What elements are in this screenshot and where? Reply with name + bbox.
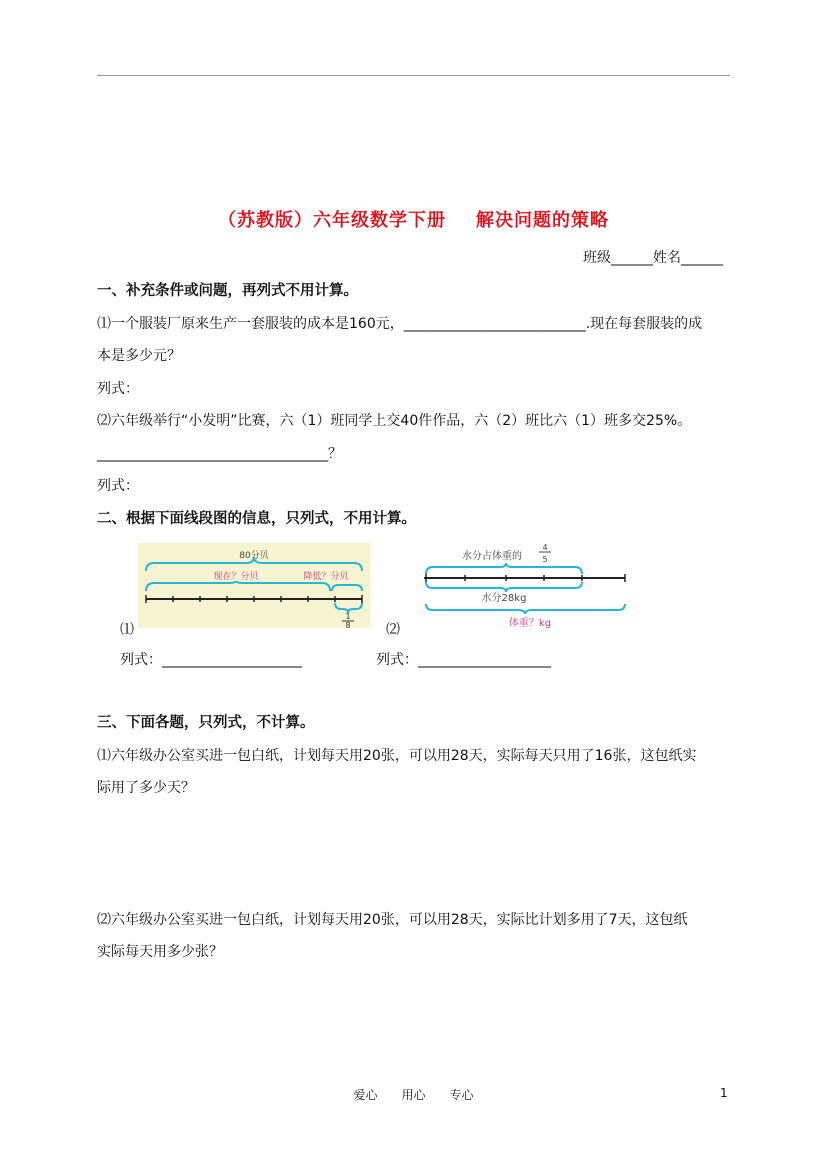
fig1-now-label: 现在？分贝 [213, 572, 259, 582]
fig1-now-brace [146, 581, 330, 591]
page-title [0, 206, 827, 232]
fig2-formula: 列式：___________________ [376, 652, 551, 668]
fig2-weight-label: 体重？kg [508, 618, 552, 629]
title-part1: （苏教版）六年级数学下册 [218, 210, 446, 231]
fig2-water-label: 水分28kg [481, 593, 527, 604]
s1-q1-line1: ⑴一个服装厂原来生产一套服装的成本是160元，__________________________.现在每套服装的成 [97, 316, 703, 332]
s3-q1-line1: ⑴六年级办公室买进一包白纸，计划每天用20张，可以用28天，实际每天只用了16张，这包纸实 [97, 748, 697, 764]
fig2-water-brace-bottom [426, 582, 582, 592]
fig2-frac-den: 5 [542, 555, 548, 564]
fig2-water-ratio: 水分占体重的 [462, 551, 522, 562]
fig2-water-brace-top [426, 563, 582, 574]
fig2-number: ⑵ [386, 622, 400, 638]
section3-heading: 三、下面各题，只列式，不计算。 [97, 715, 315, 731]
footer-motto: 爱心 用心 专心 [353, 1088, 474, 1102]
fig1-formula: 列式：____________________ [120, 652, 302, 668]
s3-q2-line2: 实际每天用多少张？ [97, 944, 223, 960]
s1-q2-formula: 列式： [97, 478, 139, 494]
line-diagram-1 [138, 543, 371, 628]
line-diagram-2 [420, 540, 630, 632]
section2-heading: 二、根据下面线段图的信息，只列式，不用计算。 [97, 511, 416, 527]
s1-q2-line2: _________________________________？ [97, 446, 342, 462]
fig2-frac-num: 4 [542, 543, 548, 552]
s1-q1-formula: 列式： [97, 381, 139, 397]
fig1-number: ⑴ [120, 622, 134, 638]
s1-q1-line2: 本是多少元？ [97, 348, 181, 364]
s1-q2-line1: ⑵六年级举行“小发明”比赛，六（1）班同学上交40件作品，六（2）班比六（1）班多交25%。 [97, 413, 692, 429]
title-part2: 解决问题的策略 [476, 210, 609, 231]
fig1-frac-num: 1 [345, 612, 351, 621]
section1-heading: 一、补充条件或问题，再列式不用计算。 [97, 283, 358, 299]
fig1-total-brace [146, 557, 362, 571]
s3-q1-line2: 际用了多少天？ [97, 780, 195, 796]
fig1-reduce-label: 降低？分贝 [303, 572, 349, 582]
s3-q2-line1: ⑵六年级办公室买进一包白纸，计划每天用20张，可以用28天，实际比计划多用了7天，这包纸 [97, 912, 688, 928]
fig2-weight-brace [426, 604, 625, 614]
fig1-frac-den: 8 [345, 621, 351, 628]
class-name-line: 班级______姓名______ [583, 250, 723, 266]
header-rule [97, 75, 730, 76]
fig1-total-label: 80分贝 [239, 551, 269, 561]
fig1-reduce-brace [332, 585, 362, 591]
page-number: 1 [720, 1086, 728, 1100]
